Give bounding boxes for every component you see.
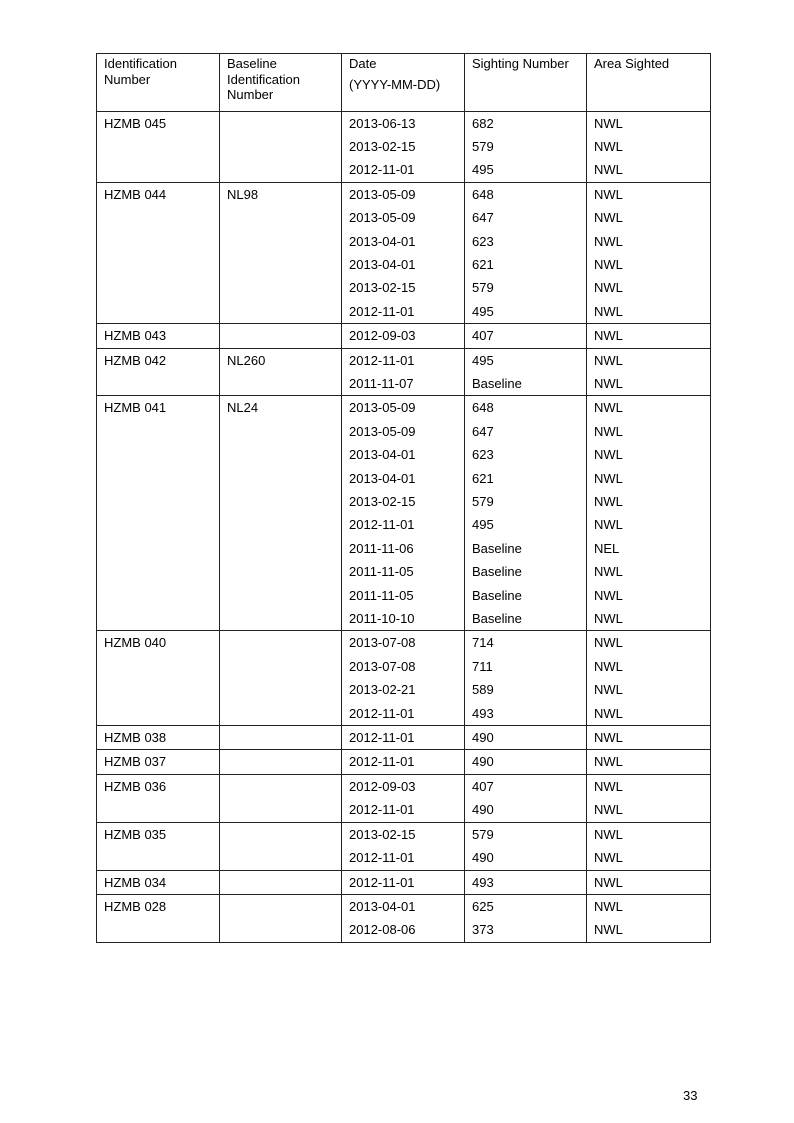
date-value: 2013-07-08	[349, 635, 416, 651]
area-sighted-value: NWL	[594, 280, 623, 296]
sighting-number-value: Baseline	[472, 540, 522, 556]
area-sighted-value: NWL	[594, 470, 623, 486]
table-row	[97, 726, 711, 750]
area-sighted-value: NWL	[594, 682, 623, 698]
sighting-number-value: 714	[472, 635, 494, 651]
area-sighted-value: NWL	[594, 162, 623, 178]
area-sighted-cell	[587, 182, 711, 323]
sighting-number-value: 407	[472, 778, 494, 794]
sighting-number-value: 490	[472, 754, 494, 770]
area-sighted-cell	[587, 324, 711, 348]
identification-number-cell: HZMB 035	[97, 822, 220, 870]
area-sighted-cell	[587, 894, 711, 942]
date-value: 2013-02-15	[349, 826, 416, 842]
area-sighted-value: NWL	[594, 850, 623, 866]
sighting-number-cell	[465, 750, 587, 774]
header-baseline-identification-number: Baseline Identification Number	[220, 54, 342, 112]
baseline-identification-cell	[220, 894, 342, 942]
sighting-number-value: 490	[472, 802, 494, 818]
date-value: 2012-11-01	[349, 730, 415, 746]
header-identification-number: Identification Number	[97, 54, 220, 112]
table-body	[97, 111, 711, 942]
sighting-number-cell	[465, 631, 587, 726]
area-sighted-value: NWL	[594, 233, 623, 249]
area-sighted-value: NWL	[594, 138, 623, 154]
date-value: 2012-11-01	[349, 874, 415, 890]
area-sighted-value: NWL	[594, 115, 623, 131]
date-value: 2012-11-01	[349, 162, 415, 178]
date-cell	[342, 726, 465, 750]
area-sighted-value: NWL	[594, 352, 623, 368]
area-sighted-value: NWL	[594, 375, 623, 391]
date-value: 2011-11-05	[349, 587, 414, 603]
date-cell	[342, 822, 465, 870]
table-row	[97, 631, 711, 726]
sighting-number-value: 407	[472, 328, 494, 344]
sighting-number-value: 493	[472, 705, 494, 721]
date-value: 2013-04-01	[349, 470, 416, 486]
header-row	[97, 54, 711, 112]
identification-number-cell: HZMB 042	[97, 348, 220, 396]
date-value: 2013-02-15	[349, 494, 416, 509]
date-value: 2013-07-08	[349, 658, 416, 674]
sighting-number-cell	[465, 348, 587, 396]
date-value: 2013-04-01	[349, 898, 416, 914]
sighting-number-value: 621	[472, 256, 494, 272]
area-sighted-value: NWL	[594, 778, 623, 794]
identification-number-cell: HZMB 043	[97, 324, 220, 348]
sighting-number-value: 625	[472, 898, 494, 914]
area-sighted-value: NWL	[594, 826, 623, 842]
sighting-number-value: 495	[472, 352, 494, 368]
date-value: 2013-05-09	[349, 423, 416, 439]
identification-number-cell: HZMB 041	[97, 396, 220, 631]
date-cell	[342, 111, 465, 182]
area-sighted-cell	[587, 726, 711, 750]
header-date-format: (YYYY-MM-DD)	[349, 76, 441, 92]
date-cell	[342, 870, 465, 894]
baseline-identification-cell	[220, 726, 342, 750]
page-number: 33	[683, 1088, 698, 1103]
date-cell	[342, 324, 465, 348]
date-value: 2013-02-15	[349, 280, 416, 296]
date-value: 2012-11-01	[349, 352, 415, 368]
area-sighted-value: NWL	[594, 494, 623, 509]
sighting-number-value: 490	[472, 730, 494, 746]
date-value: 2013-02-21	[349, 682, 416, 698]
header-area-sighted: Area Sighted	[587, 54, 711, 112]
sighting-number-value: 647	[472, 423, 494, 439]
table-row	[97, 822, 711, 870]
area-sighted-cell	[587, 396, 711, 631]
table-row	[97, 750, 711, 774]
date-cell	[342, 396, 465, 631]
sighting-number-value: 623	[472, 447, 494, 463]
area-sighted-value: NWL	[594, 517, 623, 533]
table-row	[97, 324, 711, 348]
date-value: 2013-06-13	[349, 115, 416, 131]
sighting-number-value: 579	[472, 494, 494, 509]
date-cell	[342, 348, 465, 396]
table-row	[97, 774, 711, 822]
date-value: 2011-11-07	[349, 375, 414, 391]
date-cell	[342, 774, 465, 822]
identification-number-cell: HZMB 038	[97, 726, 220, 750]
area-sighted-value: NWL	[594, 210, 623, 226]
table-row	[97, 894, 711, 942]
date-value: 2012-11-01	[349, 850, 415, 866]
date-value: 2013-04-01	[349, 256, 416, 272]
area-sighted-cell	[587, 750, 711, 774]
baseline-identification-cell	[220, 870, 342, 894]
date-value: 2012-09-03	[349, 778, 416, 794]
area-sighted-value: NWL	[594, 611, 623, 627]
sighting-number-cell	[465, 726, 587, 750]
area-sighted-cell	[587, 822, 711, 870]
date-value: 2012-11-01	[349, 802, 415, 818]
area-sighted-value: NWL	[594, 635, 623, 651]
area-sighted-value: NWL	[594, 898, 623, 914]
area-sighted-cell	[587, 774, 711, 822]
area-sighted-cell	[587, 870, 711, 894]
date-value: 2012-11-01	[349, 303, 415, 319]
date-value: 2012-09-03	[349, 328, 416, 344]
table-row	[97, 396, 711, 631]
sighting-number-cell	[465, 870, 587, 894]
area-sighted-value: NWL	[594, 874, 623, 890]
date-value: 2013-05-09	[349, 186, 416, 202]
area-sighted-value: NWL	[594, 802, 623, 818]
date-value: 2013-05-09	[349, 400, 416, 416]
date-value: 2012-08-06	[349, 922, 416, 938]
sighting-number-value: 648	[472, 400, 494, 416]
baseline-identification-cell	[220, 750, 342, 774]
header-date-label: Date	[349, 56, 377, 71]
table-row	[97, 111, 711, 182]
area-sighted-value: NWL	[594, 587, 623, 603]
sighting-number-value: 711	[472, 658, 493, 674]
sightings-table	[96, 53, 711, 943]
sighting-number-cell	[465, 774, 587, 822]
date-cell	[342, 631, 465, 726]
header-sighting-number: Sighting Number	[465, 54, 587, 112]
date-value: 2011-11-05	[349, 564, 414, 580]
sighting-number-value: 621	[472, 470, 494, 486]
date-value: 2013-05-09	[349, 210, 416, 226]
baseline-identification-cell	[220, 822, 342, 870]
identification-number-cell: HZMB 040	[97, 631, 220, 726]
area-sighted-value: NWL	[594, 730, 623, 746]
area-sighted-value: NWL	[594, 922, 623, 938]
sighting-number-value: 589	[472, 682, 494, 698]
sighting-number-value: 495	[472, 162, 494, 178]
baseline-identification-cell	[220, 774, 342, 822]
date-value: 2011-11-06	[349, 540, 414, 556]
date-value: 2012-11-01	[349, 517, 415, 533]
sighting-number-value: 579	[472, 280, 494, 296]
sighting-number-cell	[465, 822, 587, 870]
area-sighted-cell	[587, 631, 711, 726]
area-sighted-cell	[587, 348, 711, 396]
date-cell	[342, 894, 465, 942]
area-sighted-value: NWL	[594, 754, 623, 770]
date-value: 2011-10-10	[349, 611, 415, 627]
identification-number-cell: HZMB 036	[97, 774, 220, 822]
date-value: 2013-04-01	[349, 233, 416, 249]
date-value: 2013-04-01	[349, 447, 416, 463]
area-sighted-value: NWL	[594, 658, 623, 674]
sighting-number-value: 490	[472, 850, 494, 866]
sighting-number-value: 682	[472, 115, 494, 131]
date-value: 2012-11-01	[349, 705, 415, 721]
date-value: 2013-02-15	[349, 138, 416, 154]
sighting-number-cell	[465, 111, 587, 182]
baseline-identification-cell	[220, 324, 342, 348]
area-sighted-value: NWL	[594, 186, 623, 202]
sighting-number-cell	[465, 324, 587, 348]
sighting-number-value: 493	[472, 874, 494, 890]
table-row	[97, 182, 711, 323]
sighting-number-value: 647	[472, 210, 494, 226]
area-sighted-value: NWL	[594, 423, 623, 439]
sighting-number-cell	[465, 396, 587, 631]
baseline-identification-cell	[220, 111, 342, 182]
baseline-identification-cell: NL98	[220, 182, 342, 323]
date-cell	[342, 182, 465, 323]
sighting-number-value: Baseline	[472, 611, 522, 627]
date-value: 2012-11-01	[349, 754, 415, 770]
area-sighted-cell	[587, 111, 711, 182]
baseline-identification-cell: NL260	[220, 348, 342, 396]
area-sighted-value: NWL	[594, 256, 623, 272]
sighting-number-value: 579	[472, 826, 494, 842]
baseline-identification-cell	[220, 631, 342, 726]
table-row	[97, 348, 711, 396]
sighting-number-cell	[465, 182, 587, 323]
sighting-number-value: 495	[472, 517, 494, 533]
header-date	[342, 54, 465, 112]
sighting-number-value: 495	[472, 303, 494, 319]
area-sighted-value: NWL	[594, 328, 623, 344]
table-row	[97, 870, 711, 894]
area-sighted-value: NWL	[594, 705, 623, 721]
sighting-number-value: 373	[472, 922, 494, 938]
baseline-identification-cell: NL24	[220, 396, 342, 631]
sighting-number-value: Baseline	[472, 375, 522, 391]
identification-number-cell: HZMB 037	[97, 750, 220, 774]
table-header	[97, 54, 711, 112]
sighting-number-value: 579	[472, 138, 494, 154]
identification-number-cell: HZMB 028	[97, 894, 220, 942]
identification-number-cell: HZMB 044	[97, 182, 220, 323]
identification-number-cell: HZMB 045	[97, 111, 220, 182]
sighting-number-cell	[465, 894, 587, 942]
date-cell	[342, 750, 465, 774]
sighting-number-value: 623	[472, 233, 494, 249]
area-sighted-value: NWL	[594, 303, 623, 319]
area-sighted-value: NWL	[594, 564, 623, 580]
area-sighted-value: NWL	[594, 400, 623, 416]
identification-number-cell: HZMB 034	[97, 870, 220, 894]
area-sighted-value: NEL	[594, 540, 620, 556]
sighting-number-value: Baseline	[472, 564, 522, 580]
area-sighted-value: NWL	[594, 447, 623, 463]
sighting-number-value: Baseline	[472, 587, 522, 603]
sighting-number-value: 648	[472, 186, 494, 202]
